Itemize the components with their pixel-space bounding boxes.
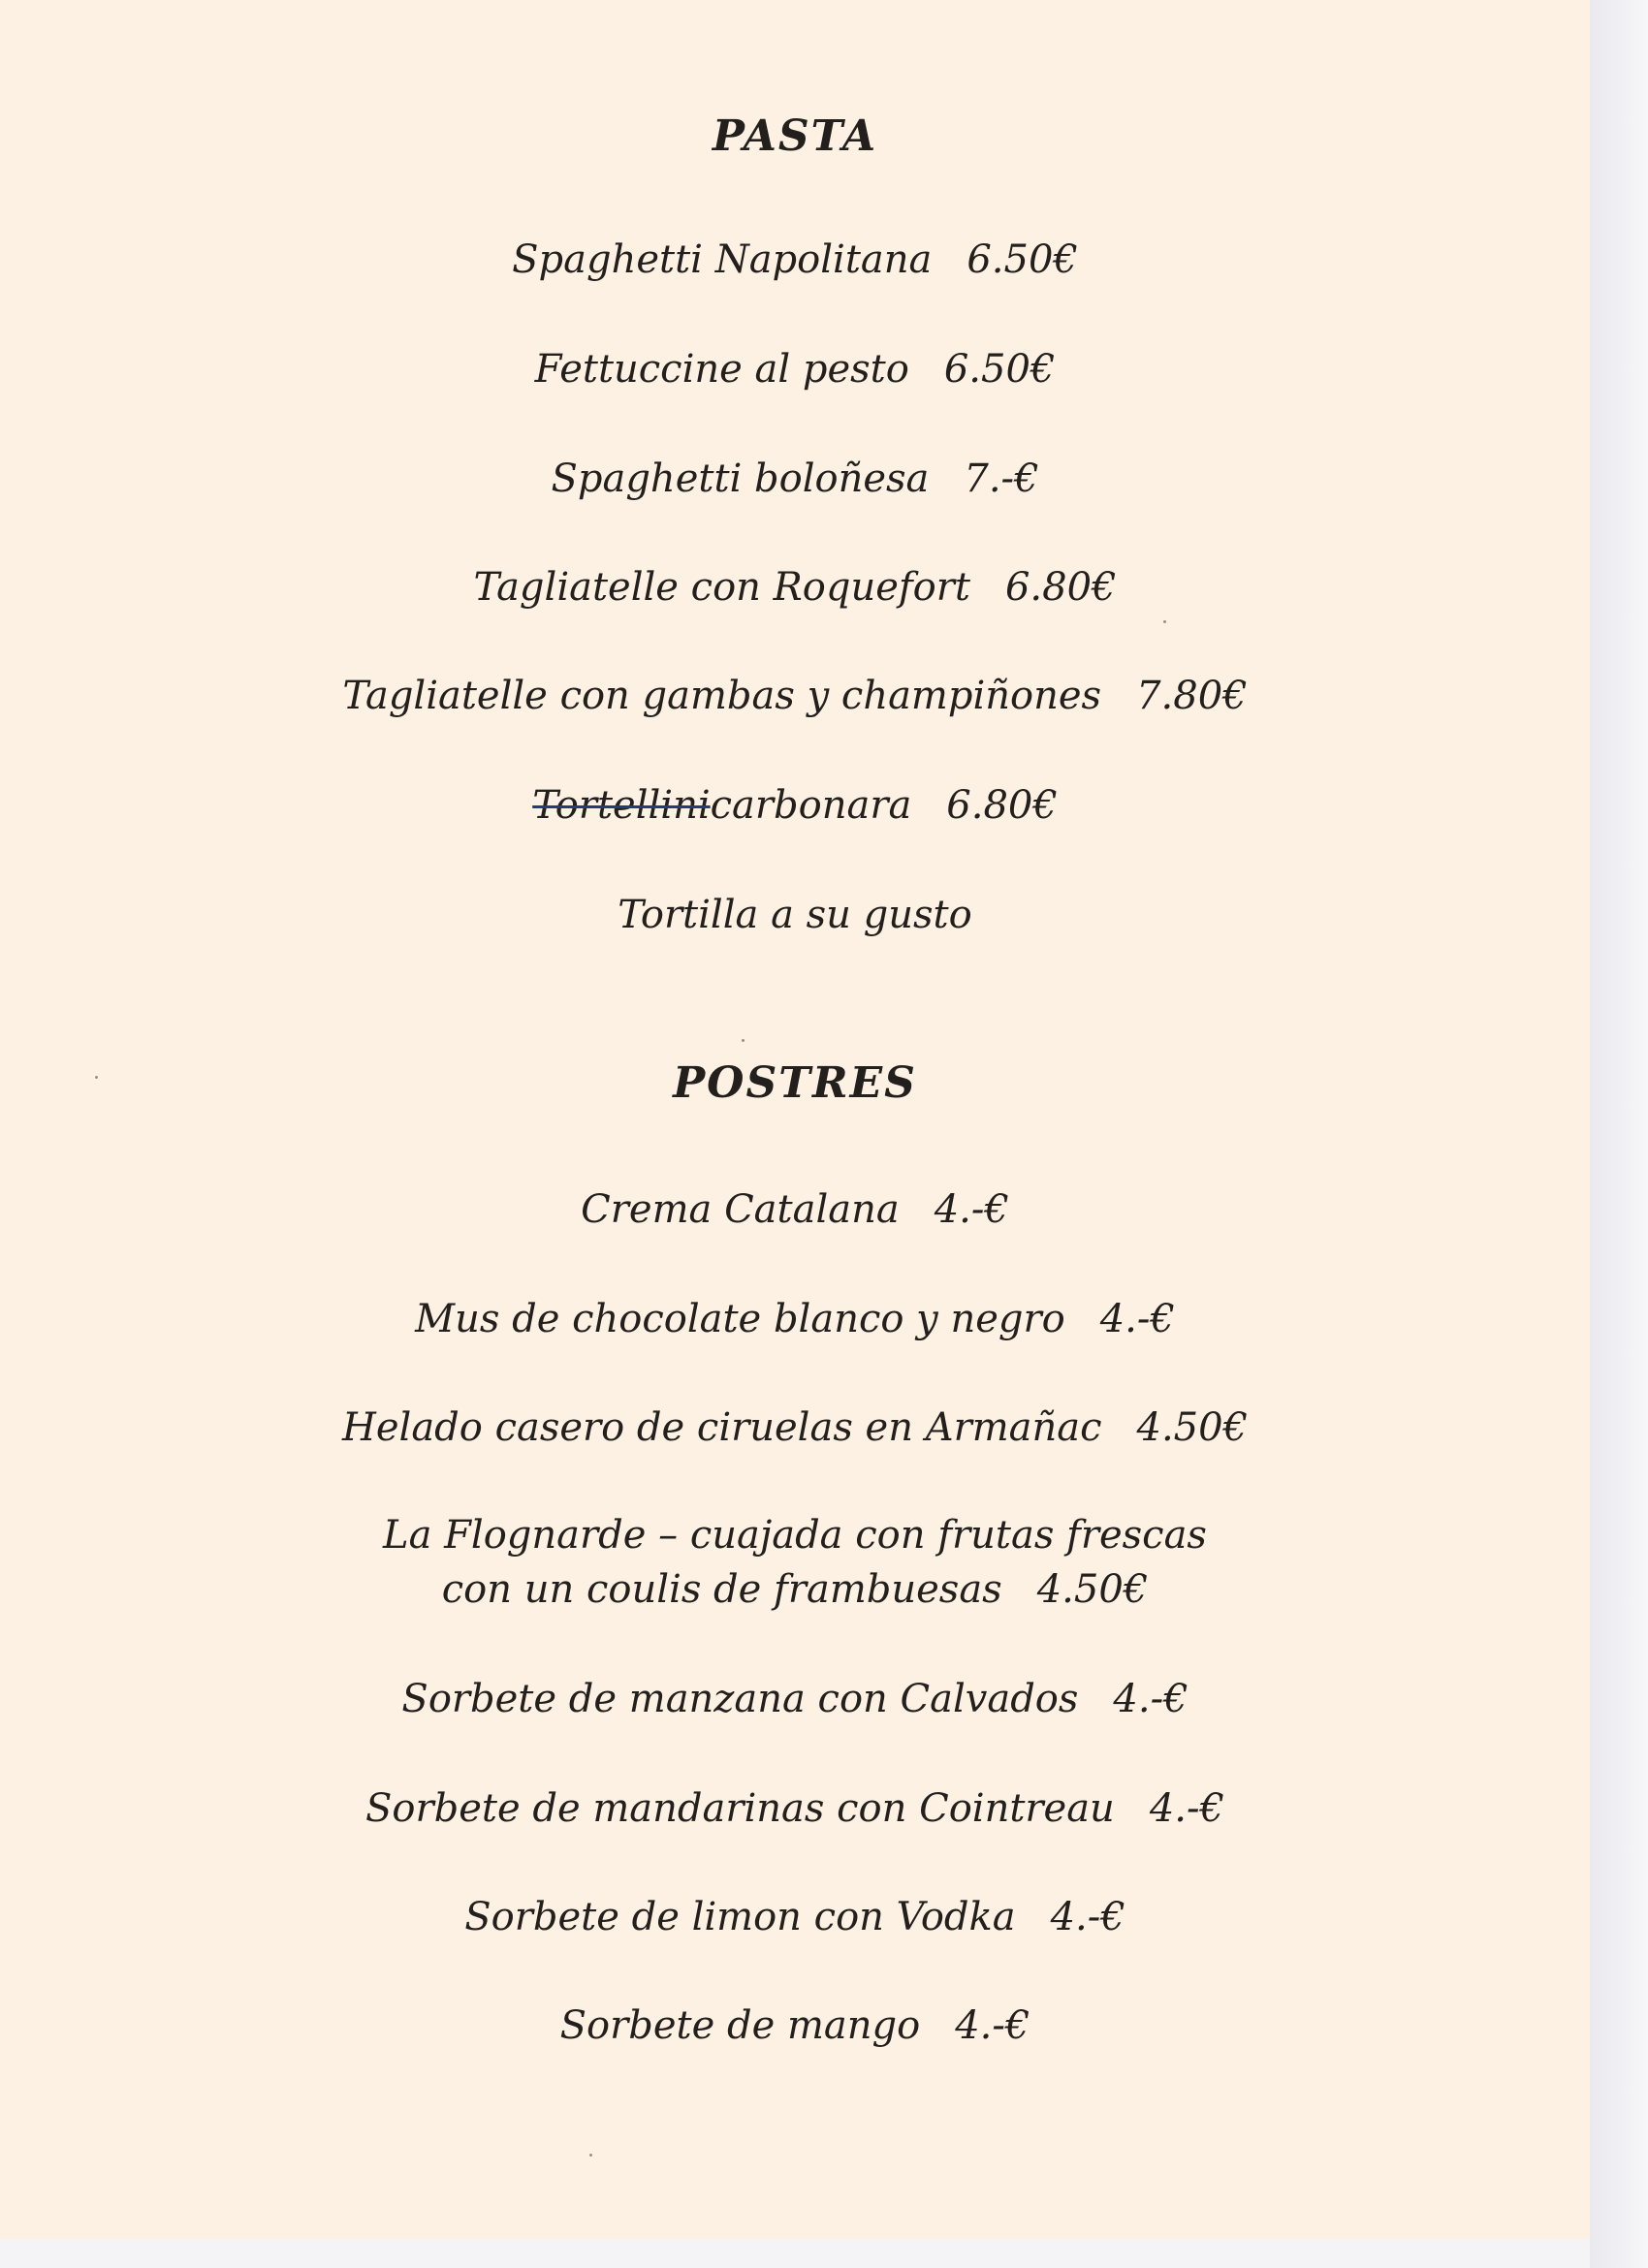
scanner-margin-bottom bbox=[0, 2239, 1590, 2268]
item-name: Tagliatelle con gambas y champiñones bbox=[342, 674, 1102, 718]
item-price: 4.-€ bbox=[934, 1187, 1009, 1232]
item-price: 4.50€ bbox=[1136, 1405, 1249, 1450]
item-name: Sorbete de manzana con Calvados bbox=[401, 1677, 1079, 1721]
scan-speck bbox=[1163, 620, 1166, 623]
postres-item bbox=[0, 1783, 1590, 1834]
item-name: Sorbete de mandarinas con Cointreau bbox=[365, 1786, 1115, 1831]
postres-item bbox=[0, 1674, 1590, 1724]
item-name: La Flognarde – cuajada con frutas frescas bbox=[383, 1513, 1207, 1558]
item-name: Sorbete de limon con Vodka bbox=[464, 1895, 1016, 1939]
item-name: Spaghetti boloñesa bbox=[551, 457, 930, 501]
pasta-item bbox=[0, 454, 1590, 504]
item-name: Sorbete de mango bbox=[559, 2003, 921, 2048]
item-price: 6.50€ bbox=[943, 347, 1056, 392]
scan-speck bbox=[589, 2154, 592, 2157]
item-name: carbonara bbox=[710, 783, 912, 828]
postres-item bbox=[0, 1510, 1590, 1560]
postres-item bbox=[0, 1184, 1590, 1235]
pasta-item bbox=[0, 890, 1590, 940]
item-price: 6.50€ bbox=[967, 237, 1078, 282]
scanner-margin-right bbox=[1590, 0, 1648, 2268]
item-name: Spaghetti Napolitana bbox=[512, 237, 933, 282]
postres-heading: POSTRES bbox=[673, 1058, 917, 1108]
item-name: Helado casero de ciruelas en Armañac bbox=[341, 1405, 1102, 1450]
item-price: 7.-€ bbox=[964, 457, 1039, 501]
postres-item bbox=[0, 1402, 1590, 1453]
postres-item bbox=[0, 2000, 1590, 2051]
postres-item bbox=[0, 1892, 1590, 1942]
item-name: Tagliatelle con Roquefort bbox=[473, 565, 970, 610]
struck-word: Tortellini bbox=[532, 783, 711, 828]
item-name: Tortilla a su gusto bbox=[618, 893, 972, 937]
item-price: 4.-€ bbox=[1050, 1895, 1125, 1939]
item-price: 4.-€ bbox=[1113, 1677, 1188, 1721]
item-price: 4.-€ bbox=[955, 2003, 1030, 2048]
item-name: con un coulis de frambuesas bbox=[441, 1567, 1002, 1612]
item-name: Crema Catalana bbox=[581, 1187, 900, 1232]
scan-speck bbox=[95, 1076, 98, 1079]
item-price: 6.80€ bbox=[1004, 565, 1117, 610]
pasta-item bbox=[0, 562, 1590, 613]
item-price: 7.80€ bbox=[1136, 674, 1248, 718]
pasta-item bbox=[0, 671, 1590, 721]
item-price: 6.80€ bbox=[946, 783, 1058, 828]
item-price: 4.-€ bbox=[1149, 1786, 1224, 1831]
item-price: 4.-€ bbox=[1099, 1297, 1175, 1341]
item-name: Fettuccine al pesto bbox=[534, 347, 909, 392]
pasta-item bbox=[0, 235, 1590, 285]
postres-item bbox=[0, 1294, 1590, 1344]
item-name: Mus de chocolate blanco y negro bbox=[415, 1297, 1065, 1341]
pasta-item bbox=[0, 344, 1590, 394]
pasta-heading: PASTA bbox=[712, 111, 878, 161]
item-price: 4.50€ bbox=[1036, 1567, 1149, 1612]
scan-speck bbox=[742, 1039, 745, 1042]
pasta-item bbox=[0, 780, 1590, 831]
postres-item-continued bbox=[0, 1564, 1590, 1615]
